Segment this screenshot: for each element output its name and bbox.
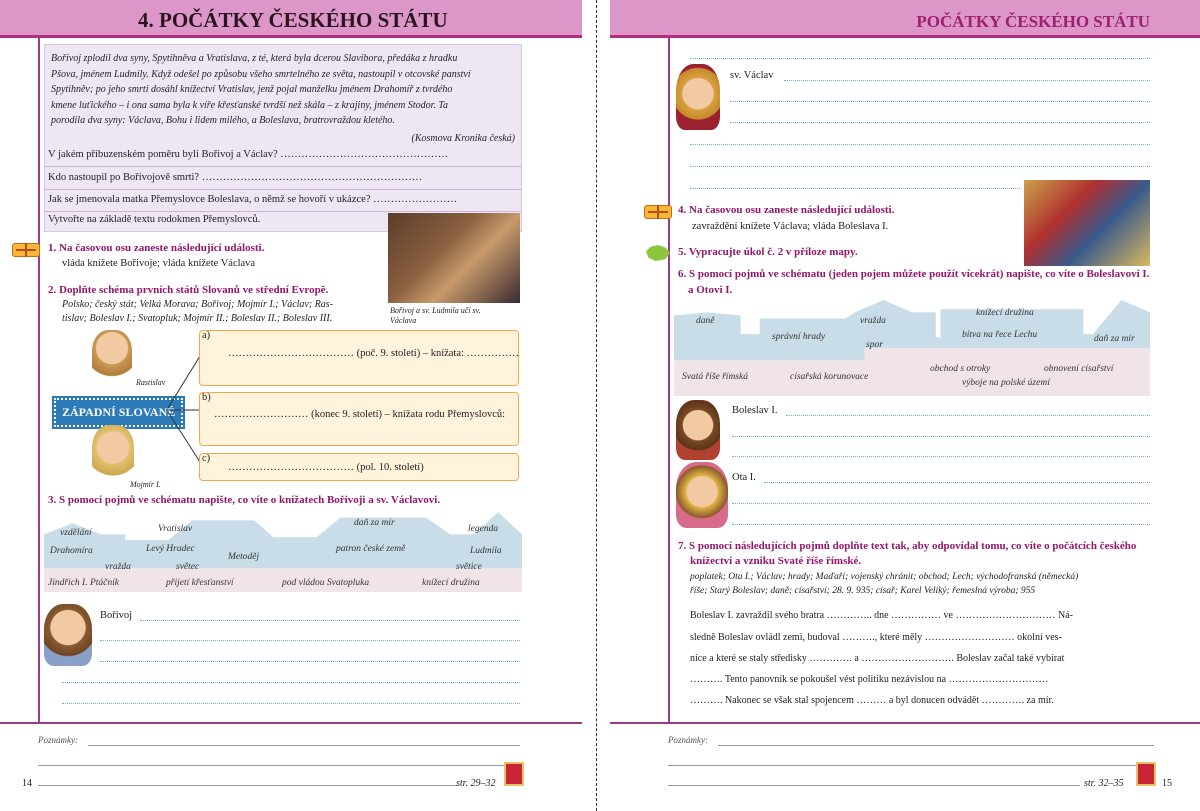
- timeline-icon: [12, 243, 40, 257]
- task-7-terms: poplatek; Ota I.; Václav; hrady; Maďaři; vojenský chránit; obchod; Lech; východofranská (německá): [690, 572, 1079, 582]
- scheme-term: spor: [866, 340, 883, 350]
- scheme-term: Levý Hradec: [146, 544, 195, 554]
- notes-line[interactable]: [38, 765, 520, 766]
- rastislav-label: Rastislav: [136, 378, 166, 387]
- ota-portrait: [676, 462, 728, 528]
- task-6-title: a Otovi I.: [688, 284, 733, 296]
- scheme-term: světec: [176, 562, 200, 572]
- painting-image: [388, 213, 520, 303]
- page-number: 15: [1162, 778, 1172, 789]
- scheme-box-a[interactable]: [199, 330, 519, 386]
- fill-text-line[interactable]: nice a které se staly středisky …………. a ………………………. Boleslav začal také vybírat: [690, 653, 1065, 664]
- timeline-icon: [644, 205, 672, 219]
- scheme-term: legenda: [468, 524, 499, 534]
- task-2-terms: Polsko; český stát; Velká Morava; Bořivoj; Mojmír I.; Václav; Ras-: [62, 299, 334, 310]
- mojmir-label: Mojmír I.: [130, 480, 161, 489]
- scheme-term: obnovení císařství: [1044, 364, 1114, 374]
- box-c-text: ……………………………… (pol. 10. století): [228, 462, 424, 473]
- left-page-title: 4. POČÁTKY ČESKÉHO STÁTU: [138, 8, 448, 32]
- question-2: Kdo nastoupil po Bořivojově smrti? ………………………………………………………: [48, 172, 423, 183]
- task-4-title: 4. Na časovou osu zaneste následující události.: [678, 204, 895, 216]
- answer-line[interactable]: [732, 503, 1150, 504]
- question-1: V jakém příbuzenském poměru byli Bořivoj a Václav? …………………………………………: [48, 149, 449, 160]
- notes-line[interactable]: [718, 745, 1154, 746]
- painting-caption: Bořivoj a sv. Ludmila učí sv. Václava: [390, 306, 481, 325]
- scheme-term: Svatá říše římská: [682, 372, 748, 382]
- right-page-title: POČÁTKY ČESKÉHO STÁTU: [916, 12, 1150, 31]
- scheme-term: vražda: [105, 562, 131, 572]
- scheme-term: Metoděj: [228, 552, 260, 562]
- source-line: kmene luťického – i ona sama byla k víře křesťanské tvrdší než skála – z krajiny, jménem Stodor. Ta: [51, 99, 449, 111]
- scheme-term: Ludmila: [470, 546, 502, 556]
- source-line: Bořivoj zplodil dva syny, Spytihněva a Vratislava, z té, která byla dcerou Slavibora, předáka z hradku: [51, 53, 458, 64]
- west-slavs-badge: ZÁPADNÍ SLOVANÉ: [54, 398, 183, 427]
- notes-label: Poznámky:: [38, 735, 78, 745]
- task-2-title: 2. Doplňte schéma prvních států Slovanů ve střední Evropě.: [48, 284, 329, 296]
- scheme-term: Jindřich I. Ptáčník: [48, 578, 119, 588]
- box-b-label: b): [202, 392, 211, 403]
- borivoj-label: Bořivoj: [100, 610, 133, 621]
- fill-text-line[interactable]: sledně Boleslav ovládl zemi, budoval ………., které měly ……………………… okolní ves-: [690, 632, 1062, 643]
- answer-line[interactable]: [690, 188, 1020, 189]
- question-4: Vytvořte na základě textu rodokmen Přemyslovců.: [48, 214, 261, 225]
- notes-line[interactable]: [668, 765, 1154, 766]
- battle-image: [1024, 180, 1150, 266]
- right-page-header: [610, 0, 1200, 38]
- scheme-term: obchod s otroky: [930, 364, 991, 374]
- right-margin-rule: [668, 38, 670, 724]
- question-3: Jak se jmenovala matka Přemyslovce Boleslava, o němž se hovoří v ukázce? ……………………: [48, 194, 458, 205]
- divider: [44, 211, 522, 212]
- notes-label: Poznámky:: [668, 735, 708, 745]
- answer-line[interactable]: [764, 482, 1150, 483]
- scheme-term: knížecí družina: [976, 308, 1034, 318]
- scheme-term: daň za mír: [354, 518, 395, 528]
- vaclav-label: sv. Václav: [730, 70, 774, 81]
- answer-line[interactable]: [100, 661, 520, 662]
- boleslav-label: Boleslav I.: [732, 405, 778, 416]
- vaclav-portrait: [676, 64, 720, 130]
- box-a-label: a): [202, 330, 211, 341]
- scheme-term: Drahomíra: [50, 546, 93, 556]
- scheme-box-c[interactable]: [199, 453, 519, 481]
- answer-line[interactable]: [784, 80, 1150, 81]
- boleslav-portrait: [676, 400, 720, 460]
- task-1-text: vláda knížete Bořivoje; vláda knížete Václava: [62, 258, 256, 269]
- left-margin-rule: [38, 38, 40, 724]
- answer-line[interactable]: [690, 144, 1150, 145]
- scheme-term: patron české země: [336, 544, 406, 554]
- scheme-term: přijetí křesťanství: [166, 578, 234, 588]
- answer-line[interactable]: [732, 456, 1150, 457]
- notes-line[interactable]: [38, 785, 458, 786]
- answer-line[interactable]: [732, 524, 1150, 525]
- left-page-header: [0, 0, 582, 38]
- answer-line[interactable]: [730, 101, 1150, 102]
- task-7-title: knížectví a vzniku Svaté říše římské.: [690, 555, 862, 567]
- mojmir-portrait: [92, 425, 134, 481]
- task-6-title: 6. S pomocí pojmů ve schématu (jeden pojem můžete použít vícekrát) napište, co víte o Boleslavovi I.: [678, 268, 1150, 280]
- fill-text-line[interactable]: Boleslav I. zavraždil svého bratra ………….. dne …………… ve ………………………… Ná-: [690, 610, 1073, 621]
- fill-text-line[interactable]: ………. Nakonec se však stal spojencem ……… a byl donucen odvádět …………. za mír.: [690, 695, 1054, 706]
- scheme-box-b[interactable]: [199, 392, 519, 446]
- source-line: Pšova, jménem Ludmily. Když odešel po způsobu všeho smrtelného ze světa, nastoupil v otcovské panství: [51, 68, 471, 80]
- scheme-term: pod vládou Svatopluka: [282, 578, 370, 588]
- task-5-title: 5. Vypracujte úkol č. 2 v příloze mapy.: [678, 246, 858, 258]
- map-icon: [646, 245, 670, 261]
- answer-line[interactable]: [786, 415, 1150, 416]
- answer-line[interactable]: [690, 58, 1150, 59]
- publisher-logo: [1136, 762, 1156, 786]
- task-1-title: 1. Na časovou osu zaneste následující události.: [48, 242, 265, 254]
- notes-line[interactable]: [88, 745, 520, 746]
- scheme-term: světice: [456, 562, 482, 572]
- borivoj-portrait: [44, 604, 92, 666]
- page-ref: str. 29–32: [456, 778, 496, 789]
- box-a-text: ……………………………… (poč. 9. století) – knížata: ……………: [228, 348, 520, 359]
- fill-text-line[interactable]: ………. Tento panovník se pokoušel vést politiku nezávislou na …………………………: [690, 674, 1049, 685]
- answer-line[interactable]: [140, 620, 520, 621]
- page-number: 14: [22, 778, 32, 789]
- task-4-text: zavraždění knížete Václava; vláda Boleslava I.: [692, 221, 889, 232]
- notes-line[interactable]: [668, 785, 1080, 786]
- scheme-term: správní hrady: [772, 332, 826, 342]
- divider: [44, 189, 522, 190]
- answer-line[interactable]: [62, 682, 520, 683]
- scheme-term: knížecí družina: [422, 578, 480, 588]
- answer-line[interactable]: [730, 122, 1150, 123]
- right-bottom-rule: [610, 722, 1200, 724]
- task-2-terms: tislav; Boleslav I.; Svatopluk; Mojmír II.; Boleslav II.; Boleslav III.: [62, 313, 333, 324]
- publisher-logo: [504, 762, 524, 786]
- scheme-term: daně: [696, 316, 715, 326]
- page-spine: [596, 0, 597, 811]
- scheme-term: císařská korunovace: [790, 372, 869, 382]
- source-citation: (Kosmova Kronika česká): [411, 132, 515, 144]
- scheme-term: daň za mír: [1094, 334, 1135, 344]
- box-b-text: ……………………… (konec 9. století) – knížata rodu Přemyslovců:: [214, 409, 506, 420]
- scheme-term: výboje na polské území: [962, 378, 1050, 388]
- task-7-title: 7. S pomocí následujících pojmů doplňte text tak, aby odpovídal tomu, co víte o počátcích českého: [678, 540, 1137, 552]
- answer-line[interactable]: [690, 166, 1150, 167]
- answer-line[interactable]: [62, 703, 520, 704]
- scheme-term: vzdělání: [60, 528, 92, 538]
- source-line: Spytihněv; po jeho smrti dosáhl knížectví Vratislav, jenž pojal manželku jménem Drahomíř z tvrdého: [51, 84, 453, 95]
- scheme-3-houses: [44, 512, 522, 568]
- task-7-terms: říše; Starý Boleslav; daně; císařství; 28. 9. 935; císař; Karel Veliký; řemeslná výroba; 955: [690, 586, 1036, 596]
- rastislav-portrait: [92, 330, 132, 382]
- box-c-label: c): [202, 453, 211, 464]
- task-3-title: 3. S pomocí pojmů ve schématu napište, co víte o knížatech Bořivoji a sv. Václavovi.: [48, 494, 441, 506]
- scheme-term: vražda: [860, 316, 886, 326]
- ota-label: Ota I.: [732, 472, 756, 483]
- source-line: porodila dva syny: Václava, Bohu i lidem milého, a Boleslava, bratrovraždou kletého.: [51, 115, 395, 126]
- scheme-term: bitva na řece Lechu: [962, 330, 1038, 340]
- divider: [44, 166, 522, 167]
- scheme-term: Vratislav: [158, 524, 193, 534]
- answer-line[interactable]: [100, 640, 520, 641]
- page-ref: str. 32–35: [1084, 778, 1124, 789]
- answer-line[interactable]: [732, 436, 1150, 437]
- left-bottom-rule: [0, 722, 582, 724]
